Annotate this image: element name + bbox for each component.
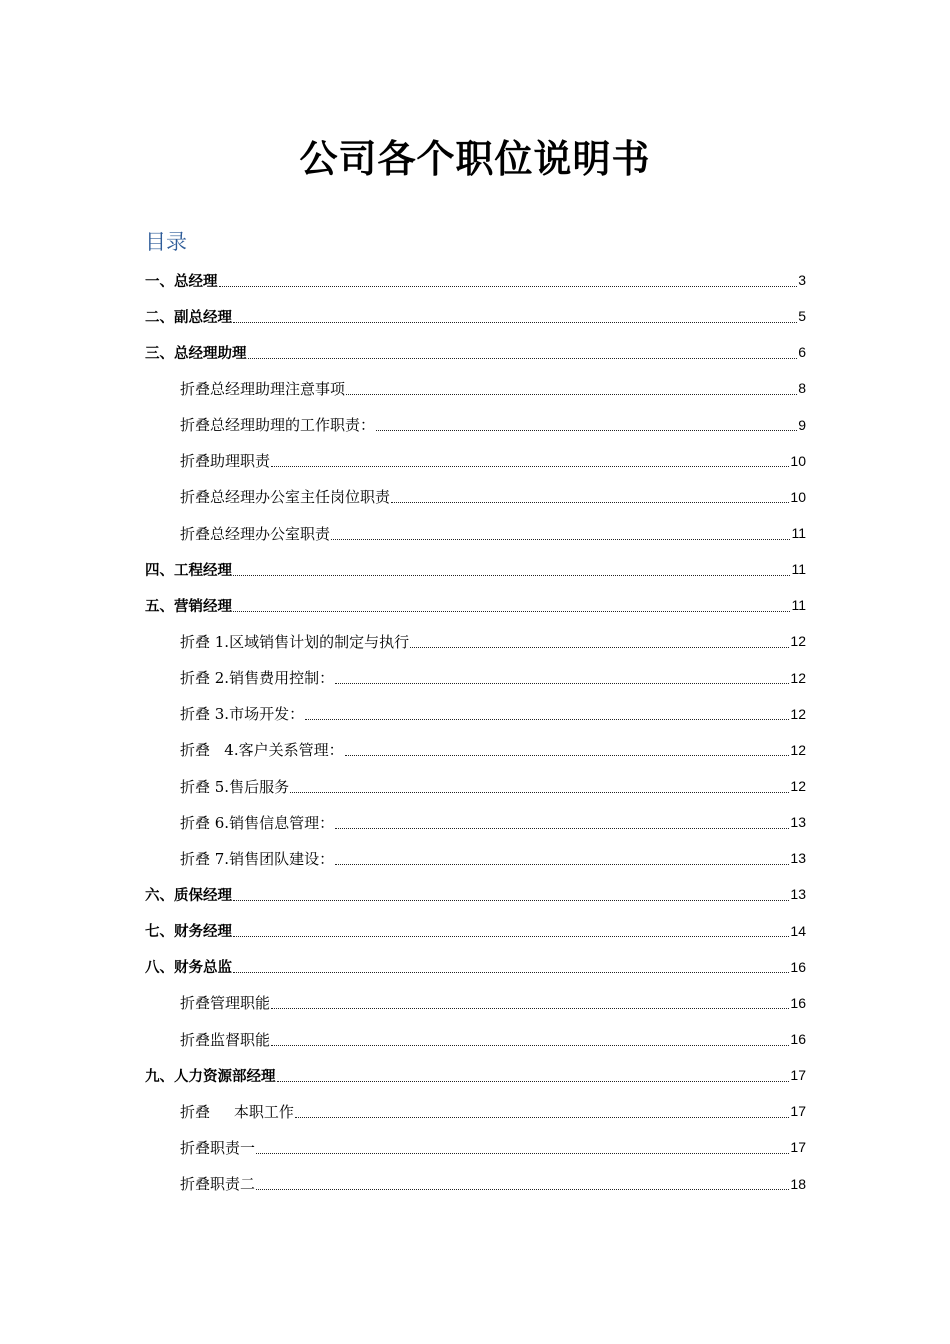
toc-entry-page-number: 13	[790, 814, 806, 831]
toc-entry-label: 折叠监督职能	[180, 1030, 271, 1049]
toc-entry-label: 折叠职责一	[180, 1138, 256, 1157]
toc-entry-page-number: 11	[791, 525, 806, 542]
toc-dot-leader	[410, 646, 789, 648]
toc-entry-page-number: 9	[798, 416, 806, 433]
toc-dot-leader	[391, 501, 789, 503]
toc-dot-leader	[233, 971, 789, 973]
toc-dot-leader	[346, 393, 797, 395]
toc-entry-page-number: 8	[798, 380, 806, 397]
toc-entry-page-number: 17	[790, 1103, 806, 1120]
toc-entry[interactable]	[145, 443, 806, 479]
toc-dot-leader	[271, 1044, 789, 1046]
toc-entry[interactable]	[145, 370, 806, 406]
toc-entry[interactable]	[145, 1057, 806, 1093]
toc-entry-label: 折叠 本职工作	[180, 1102, 294, 1121]
toc-dot-leader	[248, 357, 798, 359]
toc-entry[interactable]	[145, 1129, 806, 1165]
toc-entry-page-number: 13	[790, 850, 806, 867]
toc-entry-label: 四、工程经理	[145, 559, 232, 580]
toc-entry-page-number: 12	[790, 705, 806, 722]
toc-entry-label: 折叠总经理助理的工作职责：	[180, 416, 376, 435]
toc-dot-leader	[271, 1007, 789, 1009]
toc-dot-leader	[277, 1080, 790, 1082]
toc-dot-leader	[256, 1188, 789, 1190]
toc-entry[interactable]	[145, 949, 806, 985]
toc-entry[interactable]	[145, 768, 806, 804]
toc-entry-label: 折叠助理职责	[180, 452, 271, 471]
table-of-contents	[145, 262, 806, 1202]
toc-entry-page-number: 17	[790, 1139, 806, 1156]
toc-entry-page-number: 12	[790, 633, 806, 650]
toc-entry[interactable]	[145, 804, 806, 840]
toc-entry-page-number: 11	[791, 597, 806, 614]
toc-entry-label: 一、总经理	[145, 270, 218, 291]
toc-entry-page-number: 16	[790, 994, 806, 1011]
toc-entry-page-number: 17	[790, 1067, 806, 1084]
toc-entry[interactable]	[145, 913, 806, 949]
toc-entry-label: 九、人力资源部经理	[145, 1065, 276, 1086]
toc-entry-label: 八、财务总监	[145, 956, 232, 977]
toc-entry-label: 三、总经理助理	[145, 342, 247, 363]
toc-dot-leader	[331, 538, 790, 540]
toc-entry-label: 折叠总经理办公室主任岗位职责	[180, 488, 391, 507]
toc-dot-leader	[256, 1152, 789, 1154]
toc-entry[interactable]	[145, 479, 806, 515]
toc-entry-page-number: 3	[798, 272, 806, 289]
document-title: 公司各个职位说明书	[299, 137, 651, 181]
toc-entry[interactable]	[145, 1021, 806, 1057]
toc-dot-leader	[345, 754, 790, 756]
toc-entry-label: 折叠 7.销售团队建设：	[180, 849, 335, 868]
toc-entry-page-number: 11	[791, 561, 806, 578]
toc-entry-page-number: 13	[790, 886, 806, 903]
toc-entry[interactable]	[145, 587, 806, 623]
toc-entry-label: 二、副总经理	[145, 306, 232, 327]
toc-entry-label: 六、质保经理	[145, 884, 232, 905]
toc-dot-leader	[335, 863, 789, 865]
toc-entry[interactable]	[145, 334, 806, 370]
toc-dot-leader	[335, 827, 789, 829]
toc-entry-page-number: 14	[790, 922, 806, 939]
toc-dot-leader	[233, 935, 789, 937]
toc-entry-label: 折叠 3.市场开发：	[180, 705, 305, 724]
toc-entry[interactable]	[145, 262, 806, 298]
toc-entry-page-number: 18	[790, 1175, 806, 1192]
toc-entry-page-number: 5	[798, 308, 806, 325]
toc-entry[interactable]	[145, 1093, 806, 1129]
toc-entry-label: 折叠 4.客户关系管理：	[180, 741, 344, 760]
toc-entry-label: 五、营销经理	[145, 595, 232, 616]
toc-entry-label: 折叠总经理办公室职责	[180, 524, 331, 543]
toc-dot-leader	[233, 899, 789, 901]
toc-entry-label: 折叠管理职能	[180, 994, 271, 1013]
toc-entry[interactable]	[145, 407, 806, 443]
toc-heading: 目录	[145, 230, 187, 254]
toc-entry[interactable]	[145, 985, 806, 1021]
toc-entry[interactable]	[145, 732, 806, 768]
toc-entry-label: 折叠职责二	[180, 1175, 256, 1194]
toc-entry-page-number: 10	[790, 488, 806, 505]
toc-dot-leader	[233, 574, 790, 576]
toc-entry[interactable]	[145, 623, 806, 659]
toc-entry-label: 七、财务经理	[145, 920, 232, 941]
toc-entry-page-number: 12	[790, 778, 806, 795]
toc-entry[interactable]	[145, 551, 806, 587]
toc-dot-leader	[233, 321, 797, 323]
toc-entry-label: 折叠总经理助理注意事项	[180, 379, 346, 398]
toc-entry[interactable]	[145, 840, 806, 876]
toc-dot-leader	[335, 682, 789, 684]
toc-entry-label: 折叠 1.区域销售计划的制定与执行	[180, 632, 410, 651]
toc-entry-page-number: 16	[790, 958, 806, 975]
toc-entry-page-number: 10	[790, 452, 806, 469]
toc-dot-leader	[290, 791, 789, 793]
toc-dot-leader	[295, 1116, 790, 1118]
toc-dot-leader	[271, 465, 789, 467]
toc-entry[interactable]	[145, 696, 806, 732]
toc-entry[interactable]	[145, 1166, 806, 1202]
toc-entry[interactable]	[145, 660, 806, 696]
toc-entry-page-number: 16	[790, 1031, 806, 1048]
toc-dot-leader	[219, 285, 798, 287]
toc-entry-label: 折叠 6.销售信息管理：	[180, 813, 335, 832]
toc-entry-page-number: 12	[790, 669, 806, 686]
toc-entry-label: 折叠 2.销售费用控制：	[180, 669, 335, 688]
toc-entry-page-number: 12	[790, 741, 806, 758]
toc-entry[interactable]	[145, 515, 806, 551]
toc-dot-leader	[233, 610, 790, 612]
toc-dot-leader	[305, 718, 789, 720]
toc-entry-label: 折叠 5.售后服务	[180, 777, 290, 796]
toc-entry[interactable]	[145, 298, 806, 334]
toc-entry-page-number: 6	[798, 344, 806, 361]
toc-dot-leader	[376, 429, 797, 431]
toc-entry[interactable]	[145, 876, 806, 912]
